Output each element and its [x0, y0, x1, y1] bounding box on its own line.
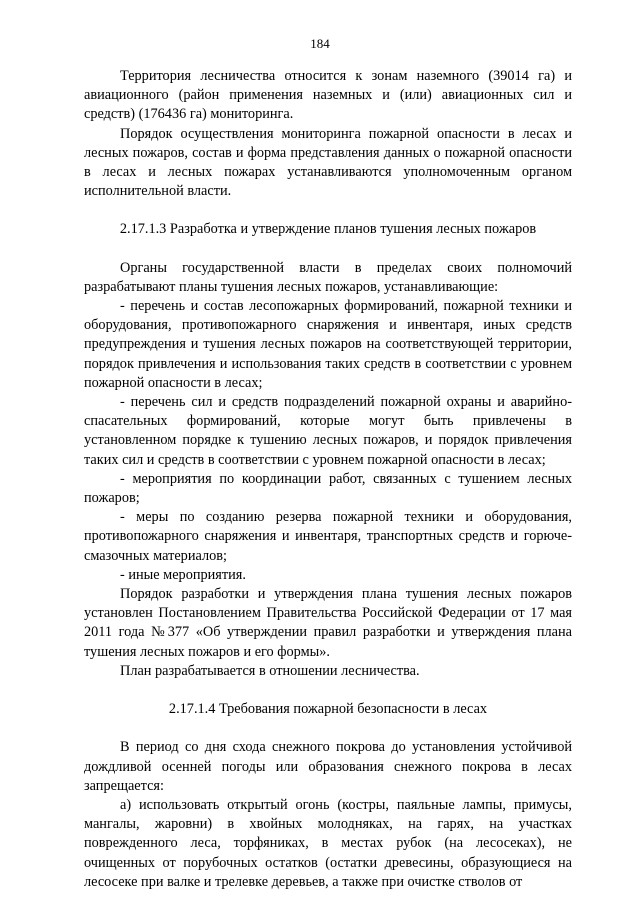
list-item-open-fire: а) использовать открытый огонь (костры, паяльные лампы, примусы, мангалы, жаровни) в хвойных молодняках, на гарях, на участках поврежденного леса, торфяниках, в местах рубок (на лесосеках), не очищенных от порубочных остатков (остатки древесины, образующиеся на лесосеке при валке и трелевке деревьев, а также при очистке стволов от [84, 796, 572, 890]
list-item-other-measures: - иные мероприятия. [120, 566, 246, 583]
section-heading-2-17-1-4: 2.17.1.4 Требования пожарной безопасности в лесах [168, 701, 488, 718]
page-number: 184 [310, 36, 330, 51]
paragraph-territory-monitoring: Территория лесничества относится к зонам наземного (39014 га) и авиационного (район применения наземных и (или) авиационных сил и средств) (176436 га) мониторинга. [84, 68, 572, 123]
page-body [84, 67, 572, 892]
paragraph-plan-procedure: Порядок разработки и утверждения плана тушения лесных пожаров установлен Постановлением Правительства Российской Федерации от 17 мая 2011 года №377 «Об утверждении правил разработки и утверждения плана тушения лесных пожаров и его формы». [84, 586, 572, 660]
section-heading-2-17-1-3: 2.17.1.3 Разработка и утверждение планов тушения лесных пожаров [119, 221, 537, 238]
paragraph-prohibitions-period: В период со дня схода снежного покрова до установления устойчивой дождливой осенней погоды или образования снежного покрова в лесах запрещается: [84, 739, 572, 794]
paragraph-plan-scope: План разрабатывается в отношении лесничества. [120, 662, 420, 679]
list-item-forces: - перечень сил и средств подразделений пожарной охраны и аварийно-спасательных формирований, которые могут быть привлечены в установленном порядке к тушению лесных пожаров, и порядок привлечения таких сил и средств в соответствии с уровнем пожарной опасности в лесах; [84, 394, 572, 468]
list-item-formations: - перечень и состав лесопожарных формирований, пожарной техники и оборудования, противопожарного снаряжения и инвентаря, иных средств предупреждения и тушения лесных пожаров на соответствующей территории, порядок привлечения и использования таких средств в соответствии с уровнем пожарной опасности в лесах; [84, 298, 572, 391]
list-item-coordination: - мероприятия по координации работ, связанных с тушением лесных пожаров; [84, 470, 572, 507]
paragraph-monitoring-procedure: Порядок осуществления мониторинга пожарной опасности в лесах и лесных пожаров, состав и форма представления данных о пожарной опасности в лесах и лесных пожарах устанавливаются уполномоченным органом исполнительной власти. [84, 125, 572, 200]
list-item-reserve: - меры по созданию резерва пожарной техники и оборудования, противопожарного снаряжения и инвентаря, транспортных средств и горюче-смазочных материалов; [84, 509, 572, 564]
paragraph-authorities-plans: Органы государственной власти в пределах своих полномочий разрабатывают планы тушения лесных пожаров, устанавливающие: [84, 259, 572, 295]
